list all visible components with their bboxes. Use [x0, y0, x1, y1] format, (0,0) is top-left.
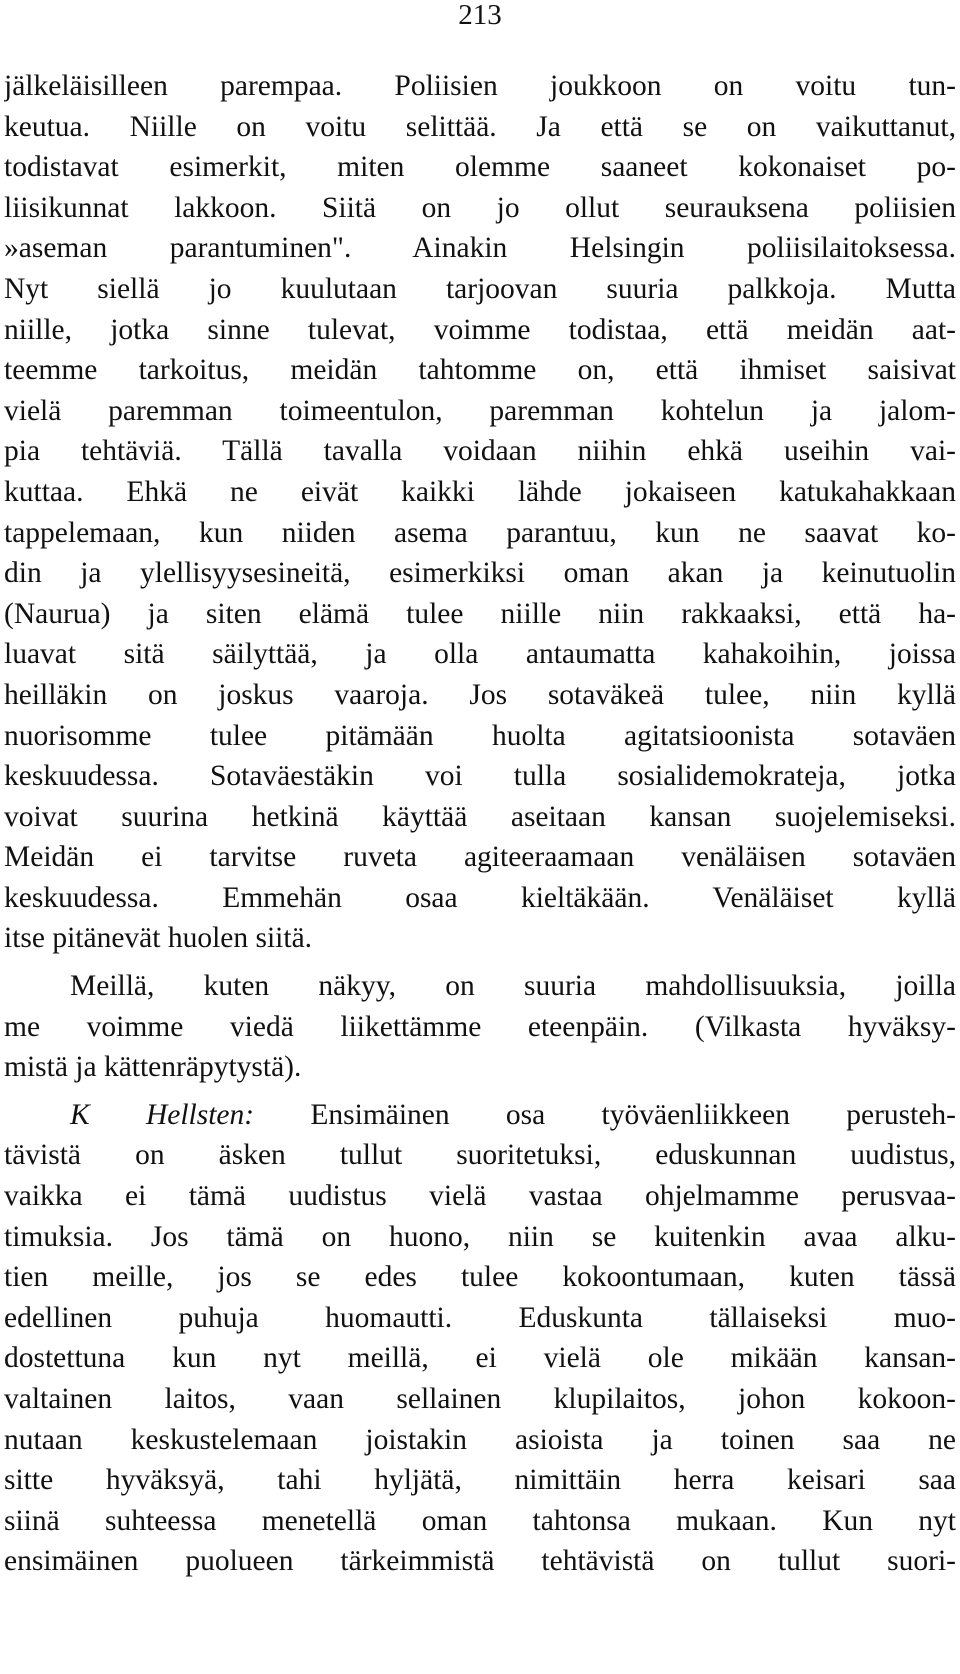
text-line: »aseman parantuminen". Ainakin Helsingin poliisilaitoksessa. — [4, 232, 956, 265]
text-line: tien meille, jos se edes tulee kokoontumaan, kuten tässä — [4, 1261, 956, 1294]
text-line: din ja ylellisyysesineitä, esimerkiksi oman akan ja keinutuolin — [4, 557, 956, 590]
paragraph-3 — [4, 1095, 956, 1582]
text-line: kuttaa. Ehkä ne eivät kaikki lähde jokaiseen katukahakkaan — [4, 475, 956, 508]
text-line: keskuudessa. Emmehän osaa kieltäkään. Venäläiset kyllä — [4, 881, 956, 914]
text-line: niille, jotka sinne tulevat, voimme todistaa, että meidän aat- — [4, 313, 956, 346]
text-line: todistavat esimerkit, miten olemme saaneet kokonaiset po- — [4, 151, 956, 184]
text-line: siinä suhteessa menetellä oman tahtonsa mukaan. Kun nyt — [4, 1504, 956, 1537]
text-line — [4, 1095, 956, 1136]
text-line: pia tehtäviä. Tällä tavalla voidaan niihin ehkä useihin vai- — [4, 435, 956, 468]
text-line: ensimäinen puolueen tärkeimmistä tehtävistä on tullut suori- — [4, 1545, 956, 1578]
text-line: voivat suurina hetkinä käyttää aseitaan kansan suojelemiseksi. — [4, 800, 956, 833]
text-line: (Naurua) ja siten elämä tulee niille niin rakkaaksi, että ha- — [4, 597, 956, 630]
text-line: tävistä on äsken tullut suoritetuksi, eduskunnan uudistus, — [4, 1139, 956, 1172]
text-line: nuorisomme tulee pitämään huolta agitatsioonista sotaväen — [4, 719, 956, 752]
text-line: itse pitänevät huolen siitä. — [4, 922, 313, 955]
text-line: valtainen laitos, vaan sellainen klupilaitos, johon kokoon- — [4, 1383, 956, 1415]
text-line: liisikunnat lakkoon. Siitä on jo ollut seurauksena poliisien — [4, 191, 956, 224]
paragraph-2 — [4, 966, 956, 1088]
text-line: vaikka ei tämä uudistus vielä vastaa ohjelmamme perusvaa- — [4, 1180, 956, 1213]
text-span: Ensimäinen osa työväenliikkeen perusteh- — [310, 1098, 956, 1131]
paragraph-1 — [4, 66, 956, 959]
text-line: edellinen puhuja huomautti. Eduskunta tällaiseksi muo- — [4, 1301, 956, 1334]
text-line: heilläkin on joskus vaaroja. Jos sotaväkeä tulee, niin kyllä — [4, 678, 956, 711]
document-body — [4, 66, 956, 1582]
text-line: Meidän ei tarvitse ruveta agiteeraamaan venäläisen sotaväen — [4, 841, 956, 874]
text-line: vielä paremman toimeentulon, paremman kohtelun ja jalom- — [4, 394, 956, 427]
text-span: Meillä, kuten näkyy, on suuria mahdollisuuksia, joilla — [70, 970, 956, 1003]
text-line: Nyt siellä jo kuulutaan tarjoovan suuria palkkoja. Mutta — [4, 272, 956, 305]
text-line: keutua. Niille on voitu selittää. Ja että se on vaikuttanut, — [4, 110, 956, 143]
page-number: 213 — [458, 0, 502, 31]
text-line: luavat sitä säilyttää, ja olla antaumatta kahakoihin, joissa — [4, 638, 956, 671]
text-line: timuksia. Jos tämä on huono, niin se kuitenkin avaa alku- — [4, 1220, 956, 1253]
text-line: me voimme viedä liikettämme eteenpäin. (Vilkasta hyväksy- — [4, 1010, 956, 1043]
text-line: keskuudessa. Sotaväestäkin voi tulla sosialidemokrateja, jotka — [4, 760, 956, 793]
text-line: nutaan keskustelemaan joistakin asioista ja toinen saa ne — [4, 1423, 956, 1456]
text-line: sitte hyväksyä, tahi hyljätä, nimittäin herra keisari saa — [4, 1464, 956, 1497]
text-line: dostettuna kun nyt meillä, ei vielä ole mikään kansan- — [4, 1342, 956, 1375]
text-line: tappelemaan, kun niiden asema parantuu, kun ne saavat ko- — [4, 516, 956, 549]
text-line: jälkeläisilleen parempaa. Poliisien joukkoon on voitu tun- — [4, 70, 956, 102]
speaker-name: K Hellsten: — [70, 1098, 255, 1131]
text-line: mistä ja kättenräpytystä). — [4, 1051, 302, 1084]
text-line: teemme tarkoitus, meidän tahtomme on, että ihmiset saisivat — [4, 354, 956, 387]
text-line — [4, 966, 956, 1007]
